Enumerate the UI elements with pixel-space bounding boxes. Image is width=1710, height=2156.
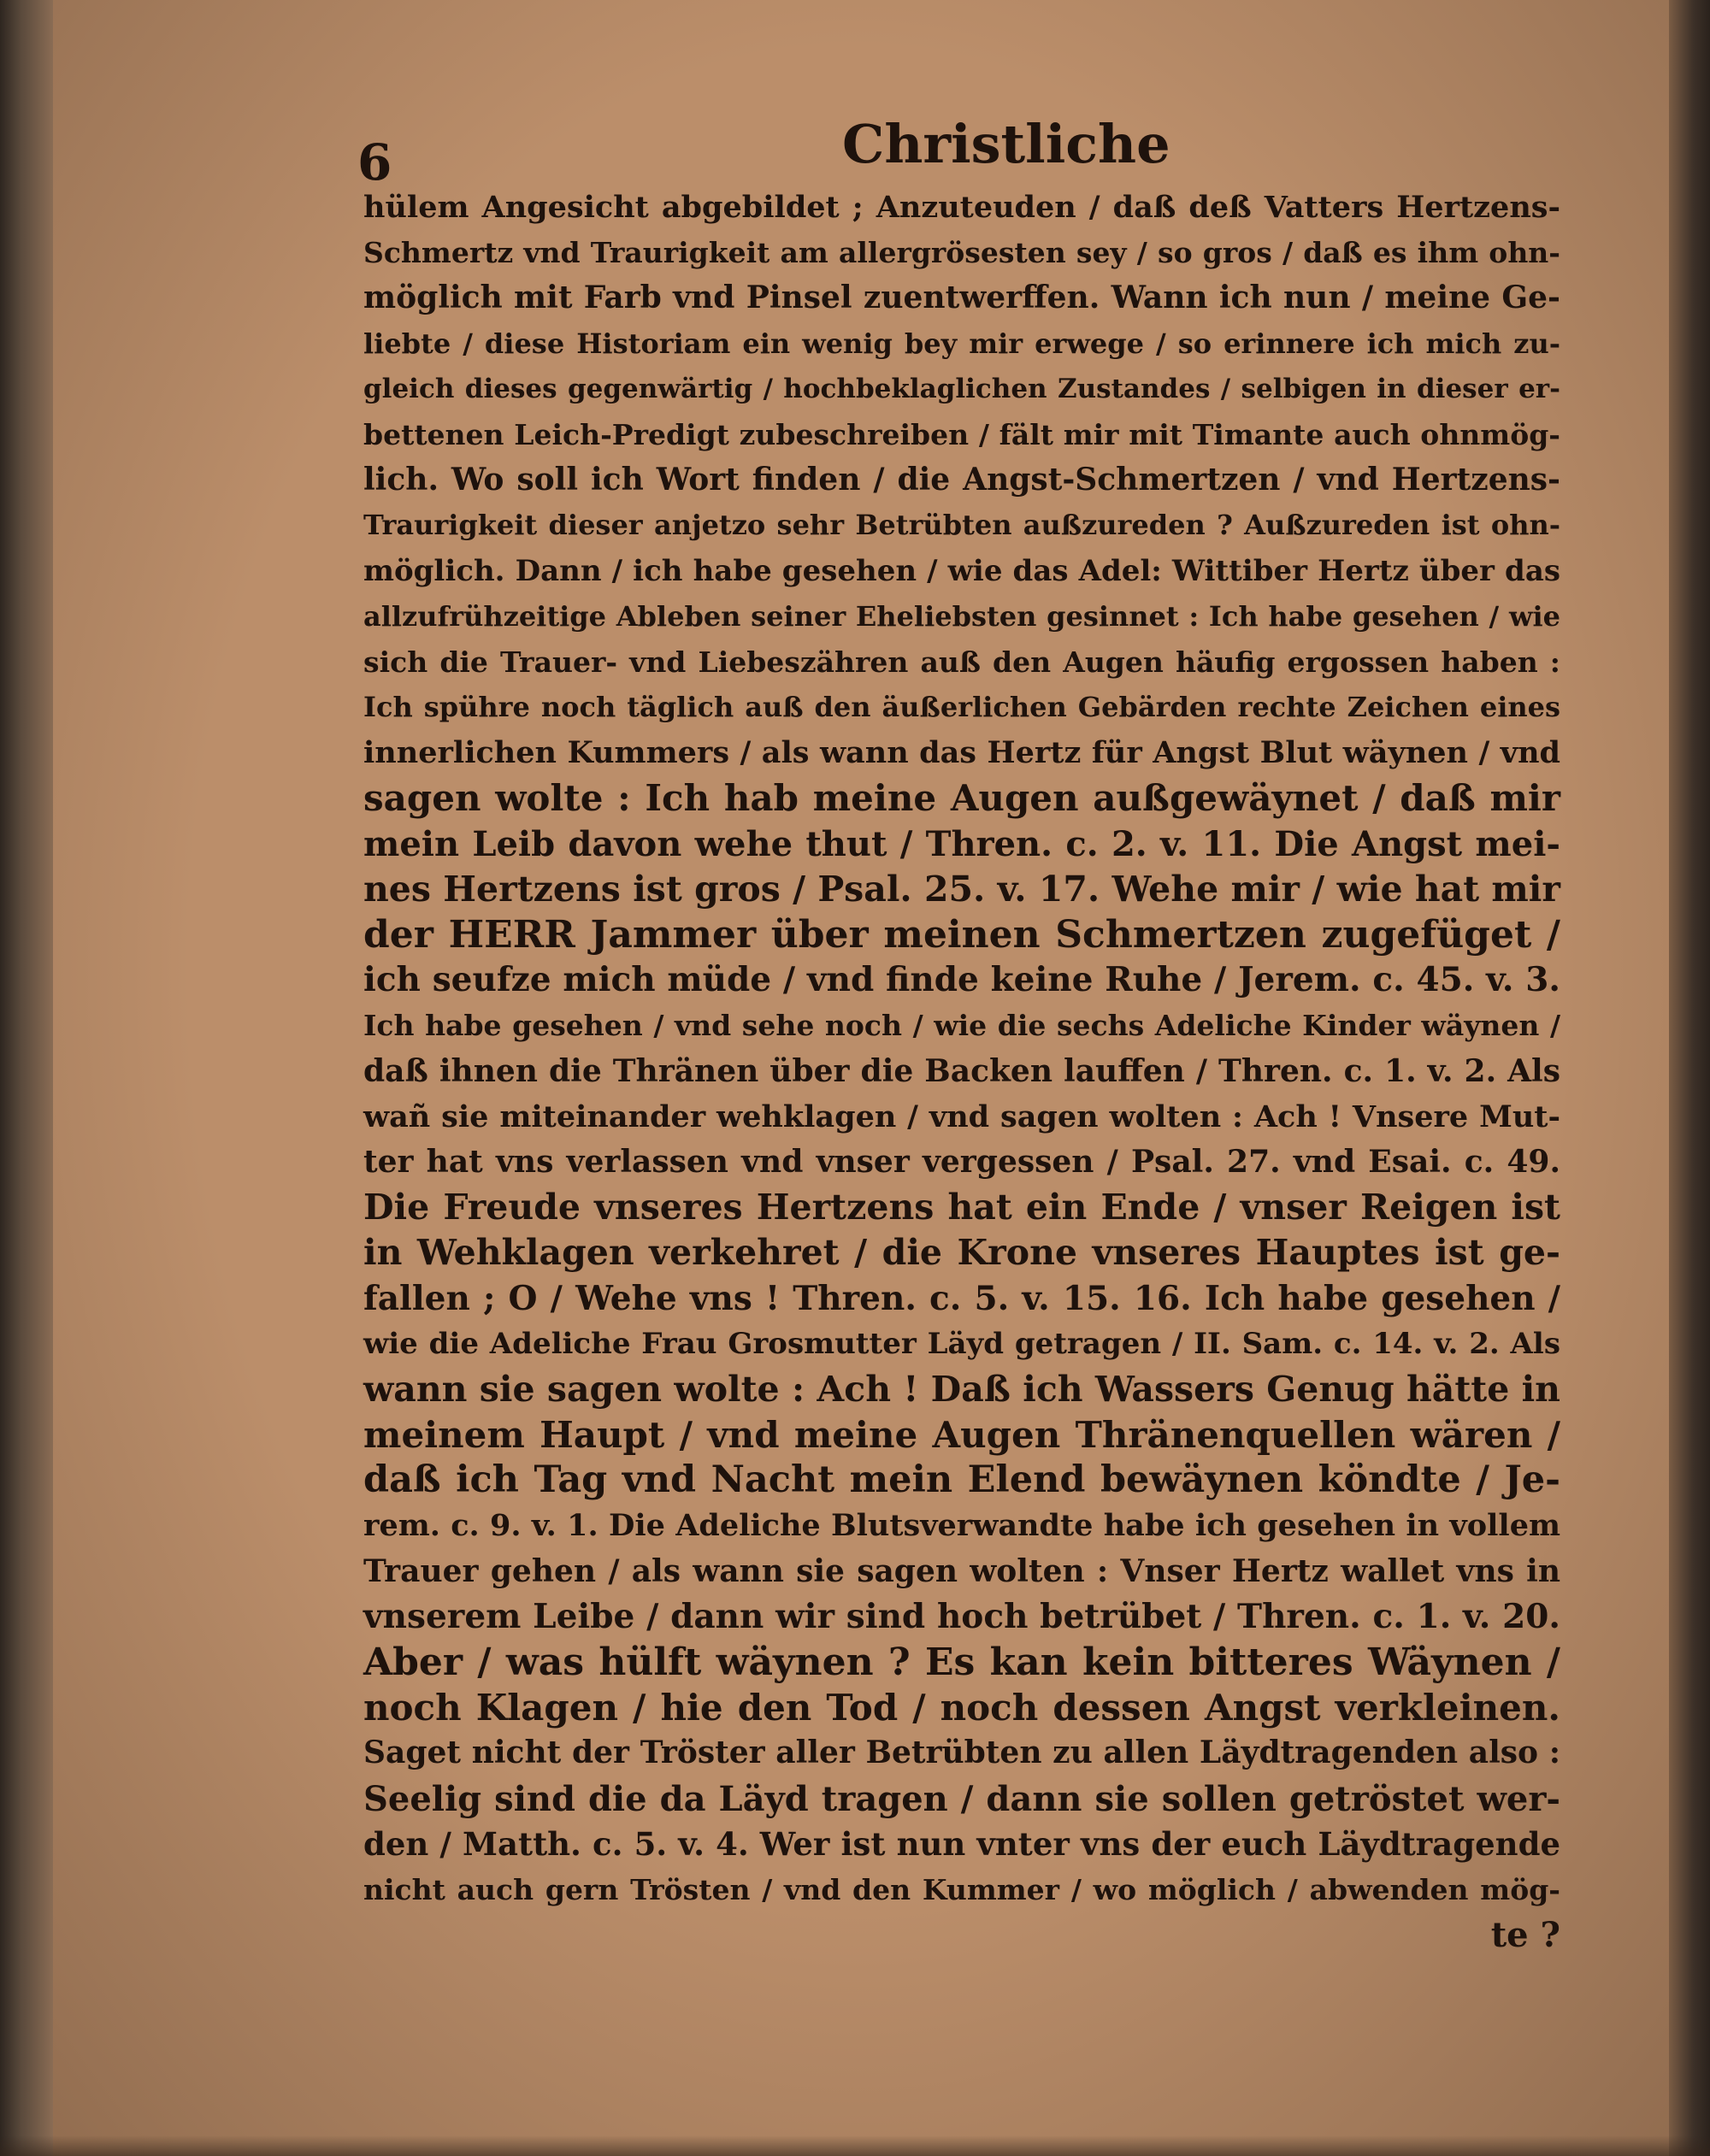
text-line-12: Ich spühre noch täglich auß den äußerlichen Gebärden rechte Zeichen eines	[363, 691, 1560, 724]
text-line-26: wie die Adeliche Frau Grosmutter Läyd getragen / II. Sam. c. 14. v. 2. Als	[363, 1326, 1560, 1361]
text-line-13: innerlichen Kummers / als wann das Hertz für Angst Blut wäynen / vnd	[363, 735, 1560, 771]
text-line-17: der HERR Jammer über meinen Schmertzen zugefüget /	[363, 913, 1560, 957]
text-line-29: daß ich Tag vnd Nacht mein Elend bewäynen köndte / Je-	[363, 1458, 1560, 1502]
page-number: 6	[357, 133, 392, 191]
text-line-8: Traurigkeit dieser anjetzo sehr Betrübten außzureden ? Außzureden ist ohn-	[363, 509, 1560, 542]
text-line-14: sagen wolte : Ich hab meine Augen außgewäynet / daß mir	[363, 777, 1560, 820]
text-line-19: Ich habe gesehen / vnd sehe noch / wie die sechs Adeliche Kinder wäynen /	[363, 1009, 1560, 1043]
text-line-30: rem. c. 9. v. 1. Die Adeliche Blutsverwandte habe ich gesehen in vollem	[363, 1508, 1560, 1544]
text-line-37: den / Matth. c. 5. v. 4. Wer ist nun vnter vns der euch Läydtragende	[363, 1824, 1560, 1863]
text-line-9: möglich. Dann / ich habe gesehen / wie das Adel: Wittiber Hertz über das	[363, 553, 1560, 588]
text-line-15: mein Leib davon wehe thut / Thren. c. 2. v. 11. Die Angst mei-	[363, 823, 1560, 864]
text-line-38: nicht auch gern Trösten / vnd den Kummer / wo möglich / abwenden mög-	[363, 1872, 1560, 1906]
text-line-11: sich die Trauer- vnd Liebeszähren auß den Augen häufig ergossen haben :	[363, 645, 1560, 679]
binding-edge	[0, 0, 53, 2156]
text-line-31: Trauer gehen / als wann sie sagen wolten : Vnser Hertz wallet vns in	[363, 1552, 1560, 1589]
text-line-4: liebte / diese Historiam ein wenig bey mir erwege / so erinnere ich mich zu-	[363, 327, 1560, 360]
text-line-3: möglich mit Farb vnd Pinsel zuentwerffen. Wann ich nun / meine Ge-	[363, 280, 1560, 316]
text-line-32: vnserem Leibe / dann wir sind hoch betrübet / Thren. c. 1. v. 20.	[363, 1596, 1560, 1636]
text-line-5: gleich dieses gegenwärtig / hochbeklaglichen Zustandes / selbigen in dieser er-	[363, 373, 1560, 404]
text-line-16: nes Hertzens ist gros / Psal. 25. v. 17. Wehe mir / wie hat mir	[363, 868, 1560, 910]
text-line-28: meinem Haupt / vnd meine Augen Thränenquellen wären /	[363, 1414, 1560, 1457]
text-line-1: hülem Angesicht abgebildet ; Anzuteuden / daß deß Vatters Hertzens-	[363, 190, 1560, 225]
text-line-33: Aber / was hülft wäynen ? Es kan kein bitteres Wäynen /	[363, 1641, 1560, 1684]
page-shadow	[0, 2135, 1710, 2156]
text-line-25: fallen ; O / Wehe vns ! Thren. c. 5. v. 15. 16. Ich habe gesehen /	[363, 1278, 1560, 1318]
text-line-18: ich seufze mich müde / vnd finde keine Ruhe / Jerem. c. 45. v. 3.	[363, 960, 1560, 1000]
text-line-7: lich. Wo soll ich Wort finden / die Angst-Schmertzen / vnd Hertzens-	[363, 462, 1560, 498]
text-line-2: Schmertz vnd Traurigkeit am allergrösesten sey / so gros / daß es ihm ohn-	[363, 236, 1560, 270]
text-line-35: Saget nicht der Tröster aller Betrübten zu allen Läydtragenden also :	[363, 1735, 1560, 1771]
text-line-23: Die Freude vnseres Hertzens hat ein Ende / vnser Reigen ist	[363, 1187, 1560, 1228]
text-line-22: ter hat vns verlassen vnd vnser vergessen / Psal. 27. vnd Esai. c. 49.	[363, 1143, 1560, 1180]
text-line-20: daß ihnen die Thränen über die Backen lauffen / Thren. c. 1. v. 2. Als	[363, 1052, 1560, 1089]
text-line-24: in Wehklagen verkehret / die Krone vnseres Hauptes ist ge-	[363, 1232, 1560, 1274]
text-line-34: noch Klagen / hie den Tod / noch dessen Angst verkleinen.	[363, 1687, 1560, 1729]
text-line-36: Seelig sind die da Läyd tragen / dann sie sollen getröstet wer-	[363, 1778, 1560, 1819]
catchword: te ?	[1490, 1915, 1560, 1956]
text-line-6: bettenen Leich-Predigt zubeschreiben / fält mir mit Timante auch ohnmög-	[363, 417, 1560, 451]
body-text	[363, 185, 1560, 1958]
text-line-27: wann sie sagen wolte : Ach ! Daß ich Wassers Genug hätte in	[363, 1368, 1560, 1410]
running-title: Christliche	[842, 113, 1170, 175]
text-line-10: allzufrühzeitige Ableben seiner Eheliebsten gesinnet : Ich habe gesehen / wie	[363, 599, 1560, 633]
page-edge	[1669, 0, 1710, 2156]
text-line-21: wañ sie miteinander wehklagen / vnd sagen wolten : Ach ! Vnsere Mut-	[363, 1099, 1560, 1134]
